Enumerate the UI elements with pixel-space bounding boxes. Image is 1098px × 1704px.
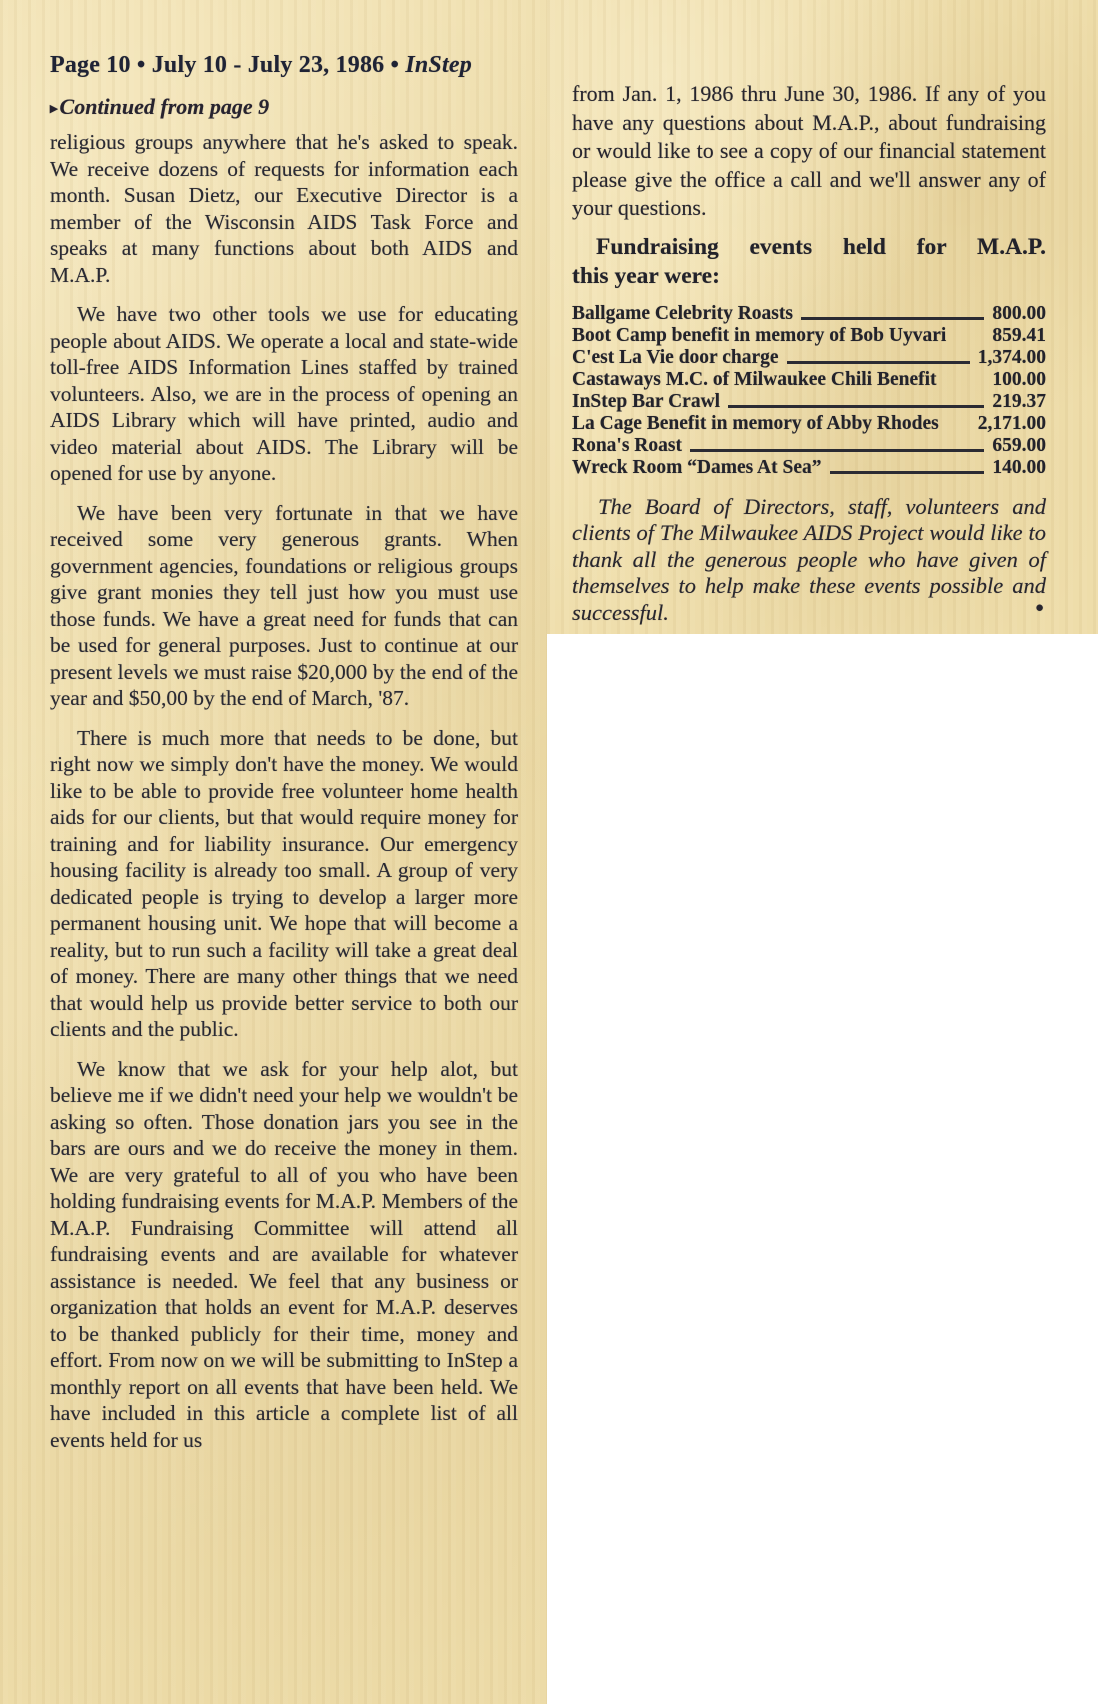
leader-line [690, 449, 984, 452]
right-column [572, 80, 1046, 626]
event-name: Ballgame Celebrity Roasts [572, 302, 793, 324]
event-name: InStep Bar Crawl [572, 390, 721, 412]
event-name: C'est La Vie door charge [572, 346, 779, 368]
continued-arrow-icon: ▸ [50, 101, 58, 117]
event-name: Castaways M.C. of Milwaukee Chili Benefit [572, 368, 937, 390]
publication-name: InStep [405, 52, 472, 78]
event-name: La Cage Benefit in memory of Abby Rhodes [572, 412, 939, 434]
event-row [572, 391, 1046, 413]
leader-line [787, 361, 970, 364]
left-column [50, 52, 518, 1466]
fundraising-event-list [572, 303, 1046, 479]
event-row [572, 413, 1046, 435]
leader-line [830, 471, 985, 474]
event-row [572, 303, 1046, 325]
fundraising-heading-line1: Fundraising events held for M.A.P. [596, 233, 1046, 260]
closing-text: The Board of Directors, staff, volunteers and clients of The Milwaukee AIDS Project would like to thank all the generous people who have given of themselves to help make these events possible and successful. [572, 493, 1046, 625]
closing-paragraph [572, 494, 1046, 627]
intro-paragraph: from Jan. 1, 1986 thru June 30, 1986. If any of you have any questions about M.A.P., about fundraising or would like to see a copy of our financial statement please give the office a call and we'll answer any of your questions. [572, 81, 1046, 220]
event-amount: 659.00 [992, 434, 1046, 456]
paragraph: We have two other tools we use for educating people about AIDS. We operate a local and state-wide toll-free AIDS Information Lines staffed by trained volunteers. Also, we are in the process of opening an AIDS Library which will have printed, audio and video material about AIDS. The Library will be opened for use by anyone. [50, 302, 518, 485]
leader-line [801, 317, 984, 320]
continued-from-text: Continued from page 9 [59, 94, 270, 119]
event-amount: 859.41 [992, 324, 1046, 346]
fundraising-heading-line2: this year were: [572, 262, 720, 289]
page-header [50, 52, 518, 79]
event-amount: 800.00 [992, 302, 1046, 324]
continued-from-line [50, 94, 518, 120]
event-amount: 100.00 [992, 368, 1046, 390]
paragraph: religious groups anywhere that he's asked to speak. We receive dozens of requests for information each month. Susan Dietz, our Executive Director is a member of the Wisconsin AIDS Task Force and speaks at many functions about both AIDS and M.A.P. [50, 130, 518, 287]
paragraph: We have been very fortunate in that we have received some very generous grants. When government agencies, foundations or religious groups give grant monies they tell just how you must use those funds. We have a great need for funds that can be used for general purposes. Just to continue at our present levels we must raise $20,000 by the end of the year and $50,00 by the end of March, '87. [50, 500, 518, 710]
event-row [572, 369, 1046, 391]
paragraph: We know that we ask for your help alot, but believe me if we didn't need your help we wouldn't be asking so often. Those donation jars you see in the bars are ours and we do receive the money in them. We are very grateful to all of you who have been holding fundraising events for M.A.P. Members of the M.A.P. Fundraising Committee will attend all fundraising events and are available for whatever assistance is needed. We feel that any business or organization that holds an event for M.A.P. deserves to be thanked publicly for their time, money and effort. From now on we will be submitting to InStep a monthly report on all events that have been held. We have included in this article a complete list of all events held for us [50, 1056, 518, 1452]
end-bullet-icon: ● [1034, 599, 1044, 616]
leader-line [728, 405, 984, 408]
event-row [572, 347, 1046, 369]
event-amount: 1,374.00 [977, 346, 1046, 368]
page-header-text: Page 10 • July 10 - July 23, 1986 • [50, 52, 406, 78]
fundraising-heading [572, 233, 1046, 291]
event-name: Boot Camp benefit in memory of Bob Uyvari [572, 324, 947, 346]
event-row [572, 435, 1046, 457]
event-row [572, 457, 1046, 479]
event-name: Rona's Roast [572, 434, 682, 456]
event-row [572, 325, 1046, 347]
event-amount: 2,171.00 [977, 412, 1046, 434]
event-name: Wreck Room “Dames At Sea” [572, 456, 822, 478]
event-amount: 140.00 [992, 456, 1046, 478]
paragraph: There is much more that needs to be done, but right now we simply don't have the money. We would like to be able to provide free volunteer home health aids for our clients, but that would require money for training and for liability insurance. Our emergency housing facility is already too small. A group of very dedicated people is trying to develop a larger more permanent housing unit. We hope that will become a reality, but to run such a facility will take a great deal of money. There are many other things that we need that would help us provide better service to both our clients and the public. [50, 725, 518, 1041]
event-amount: 219.37 [992, 390, 1046, 412]
